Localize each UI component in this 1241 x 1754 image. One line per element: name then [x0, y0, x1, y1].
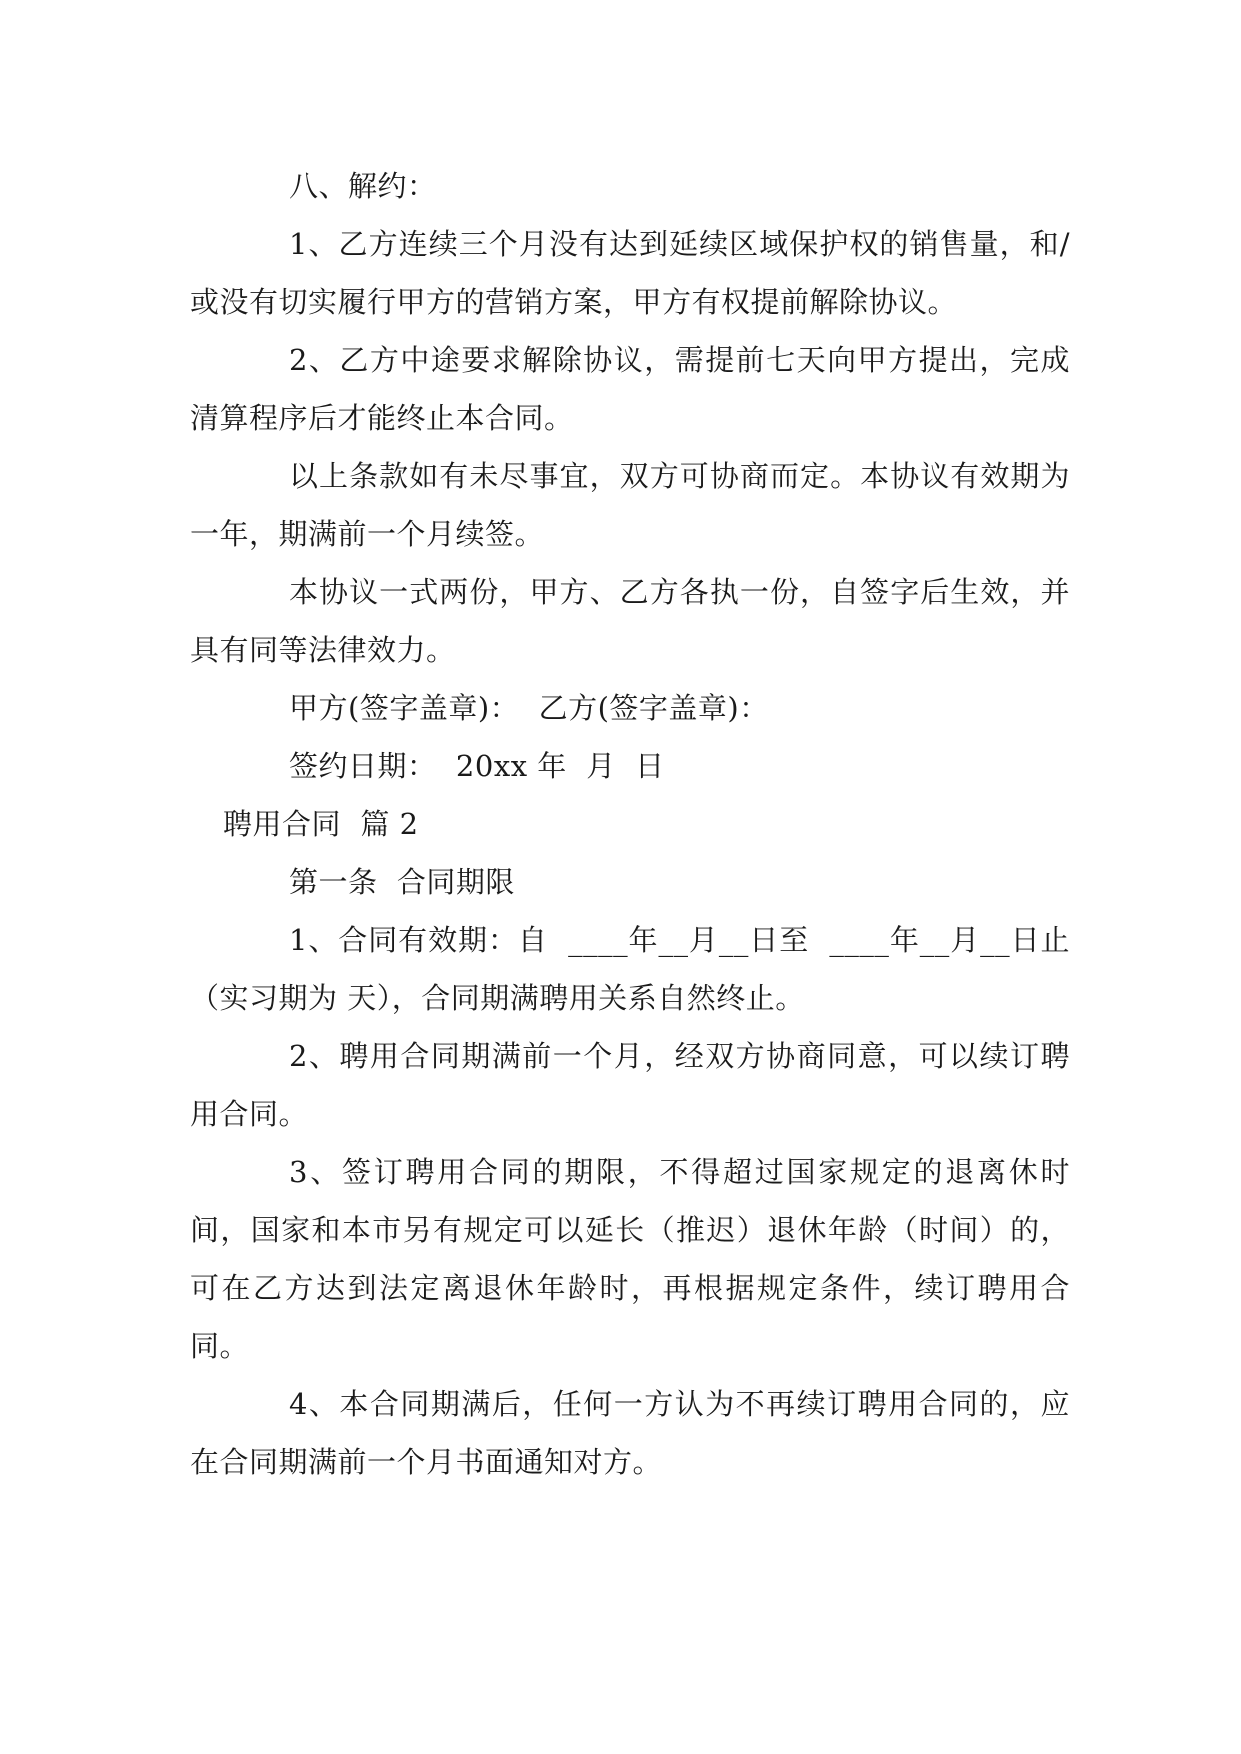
article-heading: 第一条 合同期限 — [289, 865, 515, 899]
clause-paragraph: 1、乙方连续三个月没有达到延续区域保护权的销售量，和/或没有切实履行甲方的营销方案，甲方有权提前解除协议。 — [190, 227, 1070, 319]
clause-paragraph: 2、聘用合同期满前一个月，经双方协商同意，可以续订聘用合同。 — [190, 1039, 1070, 1131]
clause-paragraph: 以上条款如有未尽事宜，双方可协商而定。本协议有效期为一年，期满前一个月续签。 — [190, 459, 1070, 551]
document-body — [190, 157, 1070, 1491]
clause-paragraph: 3、签订聘用合同的期限，不得超过国家规定的退离休时间，国家和本市另有规定可以延长（推迟）退休年龄（时间）的，可在乙方达到法定离退休年龄时，再根据规定条件，续订聘用合同。 — [190, 1155, 1070, 1363]
clause-paragraph: 2、乙方中途要求解除协议，需提前七天向甲方提出，完成清算程序后才能终止本合同。 — [190, 343, 1070, 435]
signature-line: 甲方(签字盖章)： 乙方(签字盖章)： — [289, 691, 769, 725]
clause-paragraph: 4、本合同期满后，任何一方认为不再续订聘用合同的，应在合同期满前一个月书面通知对方。 — [190, 1387, 1070, 1479]
signing-date-line: 签约日期： 20xx 年 月 日 — [289, 749, 665, 783]
clause-paragraph: 本协议一式两份，甲方、乙方各执一份，自签字后生效，并具有同等法律效力。 — [190, 575, 1070, 667]
contract-title: 聘用合同 篇 2 — [223, 807, 419, 841]
section-heading-termination: 八、解约： — [289, 169, 437, 203]
clause-paragraph: 1、合同有效期：自 ____年__月__日至 ____年__月__日止（实习期为 天），合同期满聘用关系自然终止。 — [190, 923, 1070, 1015]
